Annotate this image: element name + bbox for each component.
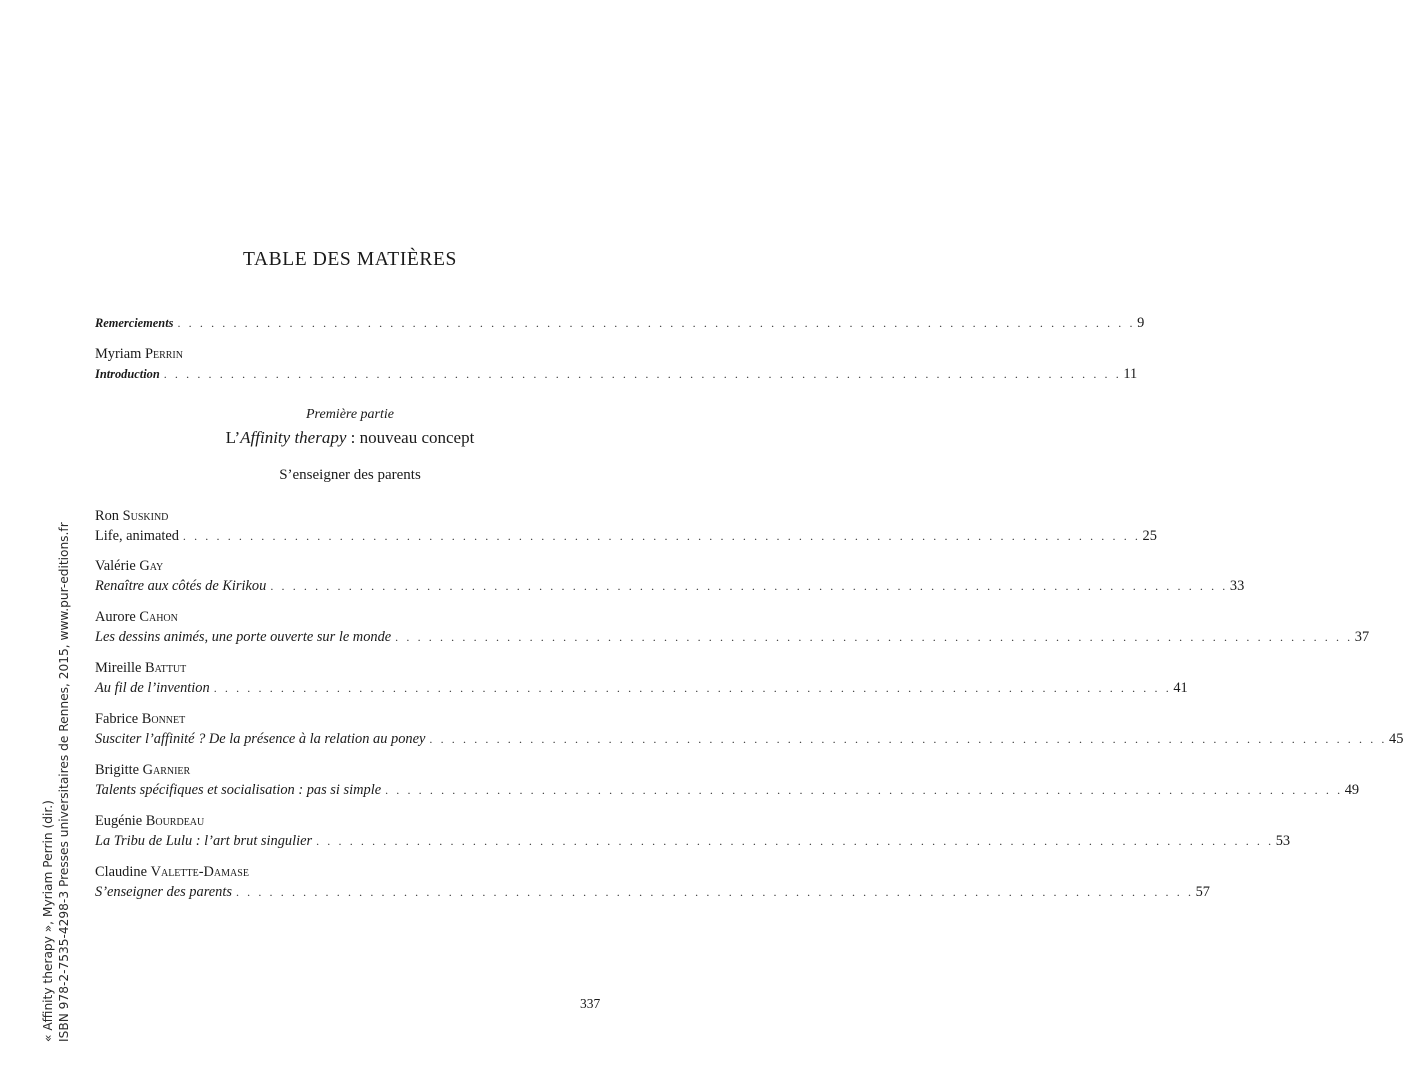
dot-leader: . . . . . . . . . . . . . . . . . . . . . . . . . . . . . . . . . . . . . . . . . . . . . . . . . . . . . . . . . . . . . . . . . . . . . . . . . . . . . . . . . . . . . . — [235, 885, 1194, 899]
dot-leader: . . . . . . . . . . . . . . . . . . . . . . . . . . . . . . . . . . . . . . . . . . . . . . . . . . . . . . . . . . . . . . . . . . . . . . . . . . . . . . . . . . . . . . — [163, 367, 1122, 381]
entry-title: S’enseigner des parents — [95, 884, 232, 900]
toc-entry[interactable] — [95, 832, 1291, 850]
toc-entry[interactable] — [95, 883, 1210, 901]
dot-leader: . . . . . . . . . . . . . . . . . . . . . . . . . . . . . . . . . . . . . . . . . . . . . . . . . . . . . . . . . . . . . . . . . . . . . . . . . . . . . . . . . . . . . . — [177, 316, 1136, 330]
entry-author: Myriam Perrin — [95, 346, 183, 362]
entry-author: Valérie Gay — [95, 558, 164, 574]
section-title: S’enseigner des parents — [279, 467, 421, 483]
toc-entry[interactable] — [95, 577, 1245, 595]
dot-leader: . . . . . . . . . . . . . . . . . . . . . . . . . . . . . . . . . . . . . . . . . . . . . . . . . . . . . . . . . . . . . . . . . . . . . . . . . . . . . . . . . . . . . . — [385, 783, 1343, 797]
entry-author: Aurore Cahon — [95, 609, 178, 625]
dot-leader: . . . . . . . . . . . . . . . . . . . . . . . . . . . . . . . . . . . . . . . . . . . . . . . . . . . . . . . . . . . . . . . . . . . . . . . . . . . . . . . . . . . . . . — [429, 732, 1387, 746]
toc-entry[interactable] — [95, 730, 1403, 748]
entry-author: Mireille Battut — [95, 660, 187, 676]
entry-title: Life, animated — [95, 528, 179, 544]
entry-author: Brigitte Garnier — [95, 762, 191, 778]
entry-page: 57 — [1195, 884, 1210, 900]
entry-author: Ron Suskind — [95, 508, 169, 524]
entry-title: Au fil de l’invention — [95, 680, 210, 696]
side-credit-line-1: « Affinity therapy », Myriam Perrin (dir.) — [41, 800, 55, 1042]
part-label: Première partie — [306, 407, 394, 422]
entry-author: Fabrice Bonnet — [95, 711, 186, 727]
entry-page: 11 — [1123, 366, 1138, 382]
entry-page: 49 — [1344, 782, 1360, 798]
side-credit-line-2: ISBN 978-2-7535-4298-3 Presses universitaires de Rennes, 2015, www.pur-editions.fr — [57, 522, 71, 1042]
entry-title: Les dessins animés, une porte ouverte sur le monde — [95, 629, 392, 645]
entry-author: Eugénie Bourdeau — [95, 813, 205, 829]
entry-title: Remerciements — [95, 316, 174, 330]
entry-page: 53 — [1275, 833, 1291, 849]
dot-leader: . . . . . . . . . . . . . . . . . . . . . . . . . . . . . . . . . . . . . . . . . . . . . . . . . . . . . . . . . . . . . . . . . . . . . . . . . . . . . . . . . . . . . . — [182, 529, 1141, 543]
dot-leader: . . . . . . . . . . . . . . . . . . . . . . . . . . . . . . . . . . . . . . . . . . . . . . . . . . . . . . . . . . . . . . . . . . . . . . . . . . . . . . . . . . . . . . — [395, 630, 1353, 644]
entry-page: 37 — [1354, 629, 1370, 645]
toc-entry[interactable] — [95, 628, 1370, 646]
dot-leader: . . . . . . . . . . . . . . . . . . . . . . . . . . . . . . . . . . . . . . . . . . . . . . . . . . . . . . . . . . . . . . . . . . . . . . . . . . . . . . . . . . . . . . — [316, 834, 1274, 848]
entry-page: 33 — [1229, 578, 1245, 594]
toc-entry[interactable] — [95, 527, 1157, 545]
entry-title: Introduction — [95, 367, 160, 381]
entry-page: 25 — [1142, 528, 1157, 544]
entry-author: Claudine Valette-Damase — [95, 864, 249, 880]
dot-leader: . . . . . . . . . . . . . . . . . . . . . . . . . . . . . . . . . . . . . . . . . . . . . . . . . . . . . . . . . . . . . . . . . . . . . . . . . . . . . . . . . . . . . . — [270, 579, 1228, 593]
entry-page: 9 — [1137, 315, 1145, 331]
side-credit — [40, 522, 72, 1042]
page-title: TABLE DES MATIÈRES — [243, 249, 457, 271]
toc-entry[interactable] — [95, 679, 1188, 697]
part-title: L’Affinity therapy : nouveau concept — [225, 428, 475, 447]
entry-page: 45 — [1389, 731, 1403, 747]
page-number: 337 — [580, 996, 601, 1011]
entry-page: 41 — [1173, 680, 1188, 696]
toc-entry[interactable] — [95, 781, 1360, 799]
dot-leader: . . . . . . . . . . . . . . . . . . . . . . . . . . . . . . . . . . . . . . . . . . . . . . . . . . . . . . . . . . . . . . . . . . . . . . . . . . . . . . . . . . . . . . — [213, 681, 1172, 695]
entry-title: Talents spécifiques et socialisation : pas si simple — [95, 782, 382, 798]
entry-title: La Tribu de Lulu : l’art brut singulier — [95, 833, 313, 849]
entry-title: Renaître aux côtés de Kirikou — [95, 578, 267, 594]
entry-title: Susciter l’affinité ? De la présence à la relation au poney — [95, 731, 426, 747]
